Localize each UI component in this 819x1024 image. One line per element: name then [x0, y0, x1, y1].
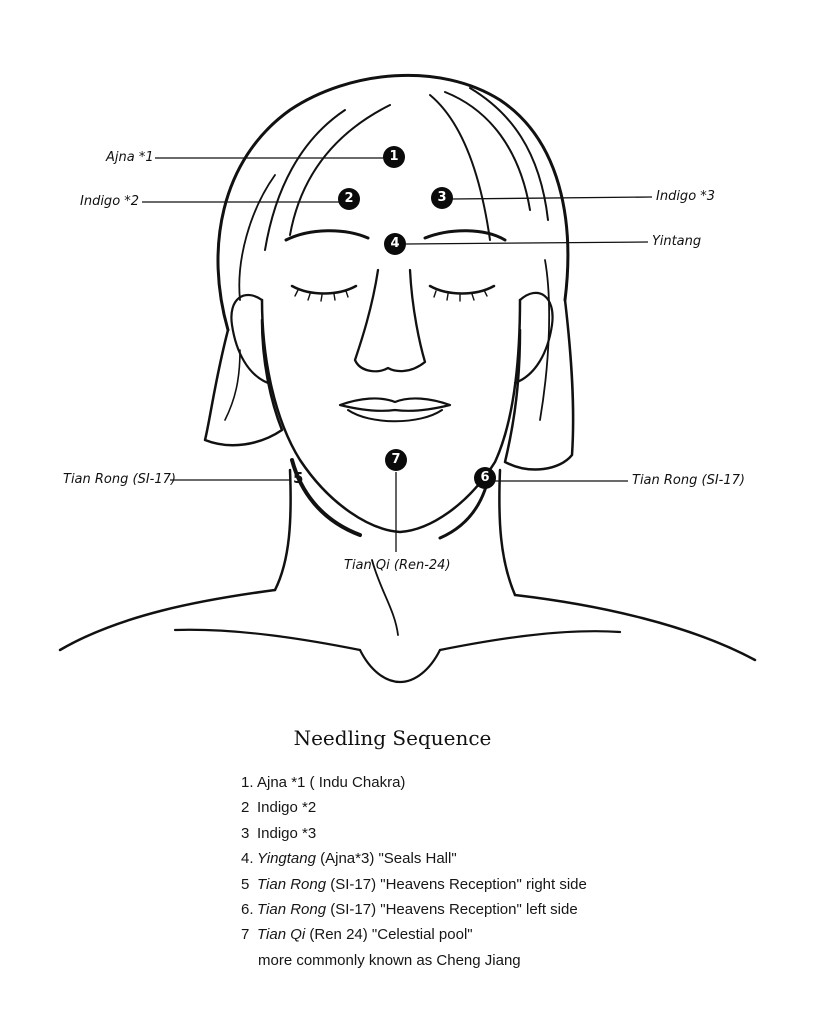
- sequence-item-number: 5: [241, 875, 250, 893]
- sequence-item-text: (Ren 24) "Celestial pool": [305, 926, 473, 944]
- sequence-item-number: 6.: [241, 901, 254, 919]
- label-tian-rong-right: Tian Rong (SI-17): [63, 472, 176, 487]
- hair-strand-2: [290, 105, 390, 235]
- sequence-item-number: 1.: [241, 774, 254, 791]
- upper-lip: [340, 398, 450, 410]
- sequence-list: [241, 770, 587, 973]
- label-ajna: Ajna *1: [106, 150, 154, 165]
- sequence-item-text: (SI-17) "Heavens Reception" right side: [326, 875, 587, 893]
- sequence-item-text: (Ajna*3) "Seals Hall": [315, 850, 457, 868]
- sequence-continuation: more commonly known as Cheng Jiang: [258, 951, 521, 969]
- leader-yintang: [406, 242, 648, 244]
- lower-lip: [348, 410, 442, 421]
- sternal-notch: [360, 650, 440, 682]
- sequence-item: [241, 872, 587, 897]
- neck-right: [499, 470, 515, 595]
- point-1: 1: [383, 146, 405, 168]
- sequence-item: [241, 795, 587, 820]
- point-6: 6: [474, 467, 496, 489]
- label-tian-rong-left: Tian Rong (SI-17): [632, 473, 745, 488]
- point-4: 4: [384, 233, 406, 255]
- hair-strand-8: [225, 350, 240, 420]
- label-indigo-2: Indigo *2: [80, 194, 140, 209]
- label-indigo-3: Indigo *3: [656, 189, 716, 204]
- sequence-item: [241, 922, 587, 947]
- sequence-item-point-name: Tian Rong: [257, 875, 327, 893]
- sequence-item-number: 3: [241, 824, 250, 842]
- point-3: 3: [431, 187, 453, 209]
- sequence-item-point-name: Tian Qi: [257, 926, 306, 944]
- sequence-item-number: 2: [241, 799, 250, 817]
- right-collarbone: [440, 631, 620, 650]
- sequence-item: [241, 846, 587, 871]
- right-shoulder: [515, 595, 755, 660]
- sequence-item-text: Indigo *2: [257, 799, 317, 817]
- label-yintang: Yintang: [652, 234, 702, 249]
- label-tian-qi: Tian Qi (Ren-24): [344, 558, 451, 573]
- hair-strand-1: [265, 110, 345, 250]
- hair-strand-6: [239, 175, 275, 300]
- right-eyebrow: [425, 231, 505, 240]
- sequence-item: [241, 897, 587, 922]
- sequence-item: [241, 821, 587, 846]
- sequence-item-text: Indigo *3: [257, 824, 317, 842]
- point-2: 2: [338, 188, 360, 210]
- left-shoulder: [60, 590, 275, 650]
- sequence-item-number: 7: [241, 926, 250, 944]
- hair-strand-3: [445, 92, 530, 210]
- hair-strand-5: [430, 95, 490, 240]
- hair-outline: [218, 75, 568, 330]
- nose: [355, 270, 425, 371]
- point-5: 5: [293, 469, 304, 487]
- left-eyebrow: [286, 231, 368, 240]
- sequence-item: [241, 770, 587, 795]
- neck-left: [275, 470, 291, 590]
- sequence-item-text: Ajna *1 ( Indu Chakra): [257, 774, 406, 791]
- sequence-item-point-name: Tian Rong: [257, 901, 327, 919]
- left-collarbone: [175, 630, 360, 650]
- sequence-item-text: (SI-17) "Heavens Reception" left side: [326, 901, 578, 919]
- sequence-title: Needling Sequence: [293, 726, 492, 750]
- point-7: 7: [385, 449, 407, 471]
- sequence-item-number: 4.: [241, 850, 254, 868]
- sequence-item-point-name: Yingtang: [257, 850, 316, 868]
